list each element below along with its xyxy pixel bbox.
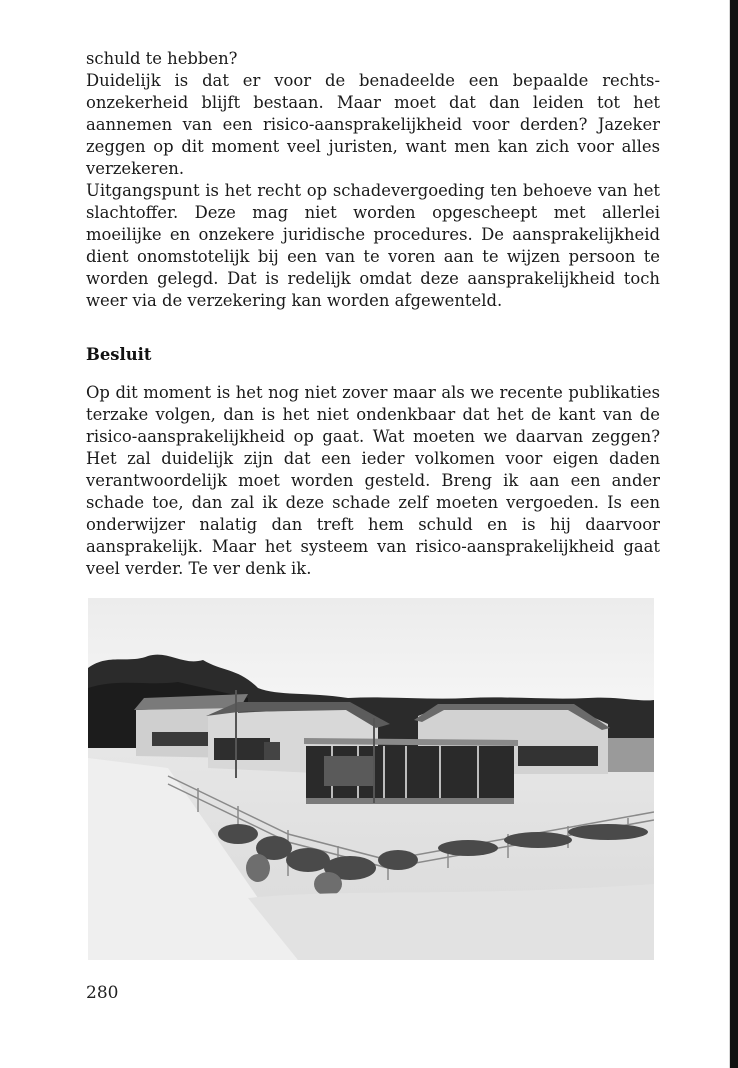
page-edge-shadow	[730, 0, 738, 1068]
photo-illustration	[88, 598, 654, 960]
paragraph-3: Op dit moment is het nog niet zover maar als we recente publikaties terzake volgen, dan is het niet ondenkbaar dat het de kant van de risico-aansprakelijkheid op gaat. Wat moeten we daarvan zeggen? Het zal duidelijk zijn dat een ieder volkomen voor eigen daden verantwoordelijk moet worden gesteld. Breng ik aan een ander schade toe, dan zal ik deze schade zelf moeten vergoeden. Is een onderwijzer nalatig dan treft hem schuld en is hij daarvoor aansprakelijk. Maar het systeem van risico-aansprakelijkheid gaat veel verder. Te ver denk ik.	[86, 383, 660, 578]
paragraph-2: Uitgangspunt is het recht op schadevergoeding ten behoeve van het slachtoffer. Deze mag niet worden opgescheept met allerlei moeilijke en onzekere juridische procedures. De aansprakelijkheid dient onomstotelijk bij een van te voren aan te wijzen persoon te worden gelegd. Dat is redelijk omdat deze aansprakelijkheid toch weer via de verzekering kan worden afgewenteld.	[86, 181, 660, 310]
section-heading: Besluit	[86, 345, 152, 364]
text-block-conclusion	[86, 382, 660, 580]
text-block-top	[86, 48, 660, 312]
paragraph-1: Duidelijk is dat er voor de benadeelde een bepaalde rechts-onzekerheid blijft bestaan. Maar moet dat dan leiden tot het aannemen van een risico-aansprakelijkheid voor derden? Jazeker zeggen op dit moment veel juristen, want men kan zich voor alles verzekeren.	[86, 71, 660, 178]
school-building-photo	[88, 598, 654, 960]
page-number: 280	[86, 983, 119, 1003]
continuation-line: schuld te hebben?	[86, 49, 238, 68]
